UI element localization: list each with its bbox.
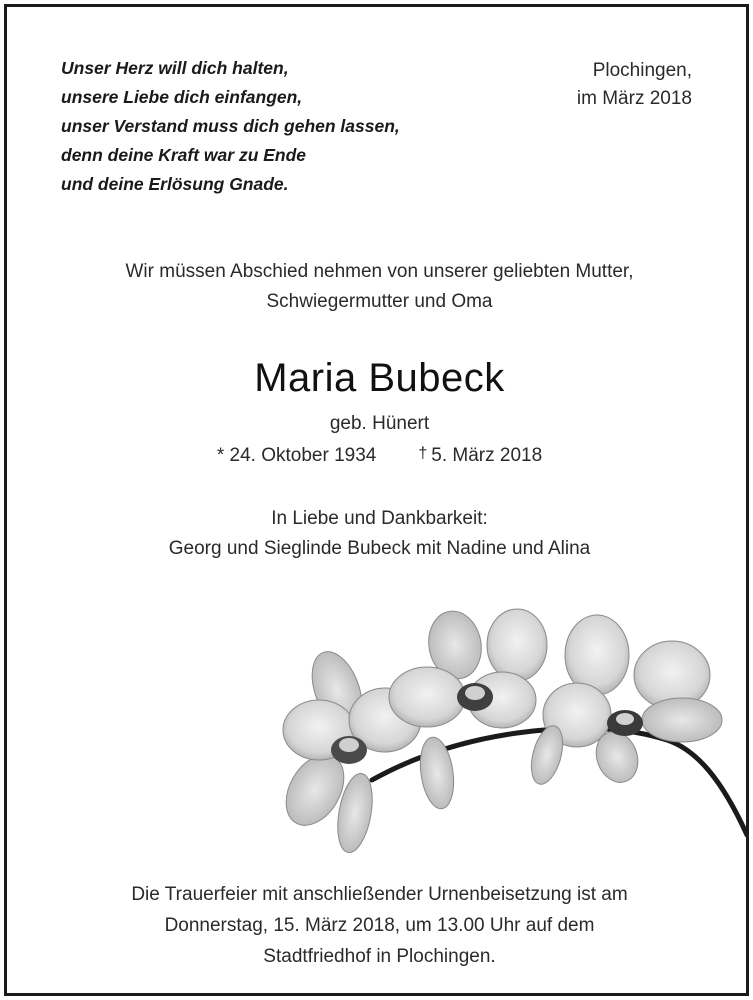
poem-line: und deine Erlösung Gnade. xyxy=(61,174,289,194)
ceremony-text xyxy=(7,879,752,972)
poem-block xyxy=(61,54,400,199)
poem-line: denn deine Kraft war zu Ende xyxy=(61,145,307,165)
intro-line: Schwiegermutter und Oma xyxy=(266,291,493,312)
orchid-flower-2 xyxy=(389,607,547,811)
place-city: Plochingen, xyxy=(592,60,692,81)
obituary-frame xyxy=(4,4,749,996)
intro-text xyxy=(7,257,752,317)
poem-line: Unser Herz will dich halten, xyxy=(61,58,289,78)
death-date: 5. März 2018 xyxy=(431,445,543,466)
mourners-heading: In Liebe und Dankbarkeit: xyxy=(271,508,488,529)
intro-line: Wir müssen Abschied nehmen von unserer geliebten Mutter, xyxy=(125,261,634,282)
ceremony-line: Stadtfriedhof in Plochingen. xyxy=(263,946,496,967)
mourners-block xyxy=(7,504,752,564)
mourners-names: Georg und Sieglinde Bubeck mit Nadine und Alina xyxy=(168,538,591,559)
ceremony-line: Die Trauerfeier mit anschließender Urnenbeisetzung ist am xyxy=(131,884,628,905)
cross-icon: † xyxy=(418,445,428,462)
ceremony-line: Donnerstag, 15. März 2018, um 13.00 Uhr auf dem xyxy=(164,915,595,936)
orchid-flower-3 xyxy=(526,615,722,788)
poem-line: unser Verstand muss dich gehen lassen, xyxy=(61,116,400,136)
place-date-text: im März 2018 xyxy=(576,88,692,109)
place-date xyxy=(577,57,692,113)
deceased-name: Maria Bubeck xyxy=(254,356,505,400)
poem-line: unsere Liebe dich einfangen, xyxy=(61,87,303,107)
life-dates xyxy=(7,439,752,471)
birth-date: * 24. Oktober 1934 xyxy=(216,445,377,466)
orchid-illustration xyxy=(277,605,747,867)
born-name: geb. Hünert xyxy=(329,413,430,434)
